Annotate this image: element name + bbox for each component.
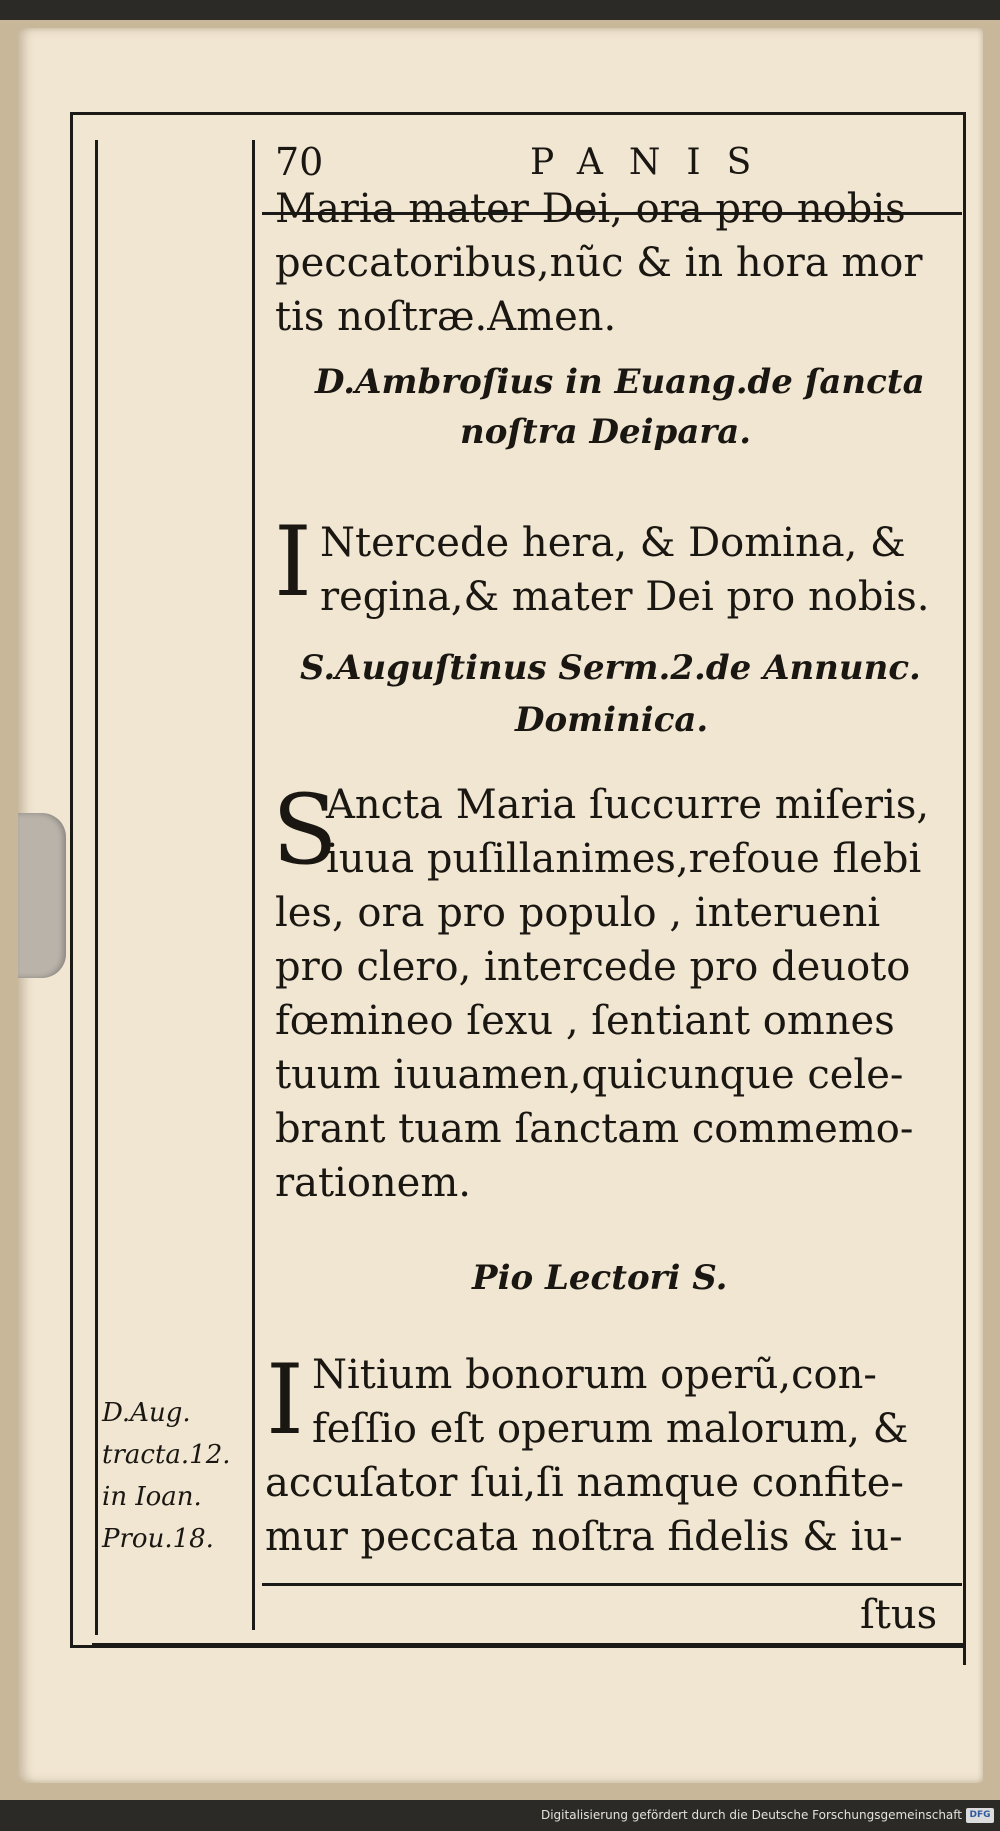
body-line: accuſator ſui,ſi namque confite- bbox=[265, 1460, 904, 1506]
foot-rule bbox=[262, 1583, 962, 1586]
section-heading: Pio Lectori S. bbox=[472, 1258, 728, 1298]
body-line: Ancta Maria ſuccurre miſeris, bbox=[326, 782, 930, 828]
digitization-credit: Digitalisierung gefördert durch die Deutsche Forschungsgemeinschaft bbox=[540, 1808, 962, 1822]
running-head: PANIS bbox=[530, 142, 778, 183]
bottom-rule bbox=[92, 1643, 964, 1646]
body-line: brant tuam ſanctam commemo- bbox=[275, 1106, 914, 1152]
margin-note: D.Aug. bbox=[102, 1398, 191, 1428]
dfg-logo: DFG bbox=[966, 1808, 994, 1823]
margin-note: Prou.18. bbox=[102, 1524, 214, 1554]
body-line: les, ora pro populo , interueni bbox=[275, 890, 881, 936]
body-line: peccatoribus,nũc & in hora mor bbox=[275, 240, 923, 286]
section-heading: D.Ambroſius in Euang.de ſancta bbox=[315, 362, 925, 402]
page-number: 70 bbox=[275, 140, 324, 184]
frame-right-rule bbox=[963, 150, 966, 1665]
body-line: Ntercede hera, & Domina, & bbox=[320, 520, 906, 566]
body-line: Nitium bonorum operũ,con- bbox=[312, 1352, 877, 1398]
body-line: feſſio eſt operum malorum, & bbox=[312, 1406, 909, 1452]
margin-note: tracta.12. bbox=[102, 1440, 231, 1470]
margin-note: in Ioan. bbox=[102, 1482, 202, 1512]
drop-capital: S bbox=[272, 774, 338, 886]
drop-capital: I bbox=[274, 506, 312, 618]
section-heading: S.Auguſtinus Serm.2.de Annunc. bbox=[300, 648, 921, 688]
body-line: rationem. bbox=[275, 1160, 471, 1206]
catchword: ſtus bbox=[860, 1592, 938, 1638]
body-line: regina,& mater Dei pro nobis. bbox=[320, 574, 930, 620]
body-line: Maria mater Dei, ora pro nobis bbox=[275, 186, 906, 232]
body-line: tuum iuuamen,quicunque cele- bbox=[275, 1052, 904, 1098]
margin-rule bbox=[252, 140, 255, 1630]
body-line: fœmineo ſexu , ſentiant omnes bbox=[275, 998, 895, 1044]
section-heading: Dominica. bbox=[515, 700, 709, 740]
frame-left-rule bbox=[95, 140, 98, 1635]
drop-capital: I bbox=[266, 1344, 304, 1456]
body-line: mur peccata noſtra fidelis & iu- bbox=[265, 1514, 903, 1560]
body-line: iuua puſillanimes,refoue flebi bbox=[326, 836, 922, 882]
body-line: pro clero, intercede pro deuoto bbox=[275, 944, 911, 990]
page-clip bbox=[18, 813, 66, 978]
body-line: tis noſtræ.Amen. bbox=[275, 294, 617, 340]
section-heading: noſtra Deipara. bbox=[460, 412, 752, 452]
